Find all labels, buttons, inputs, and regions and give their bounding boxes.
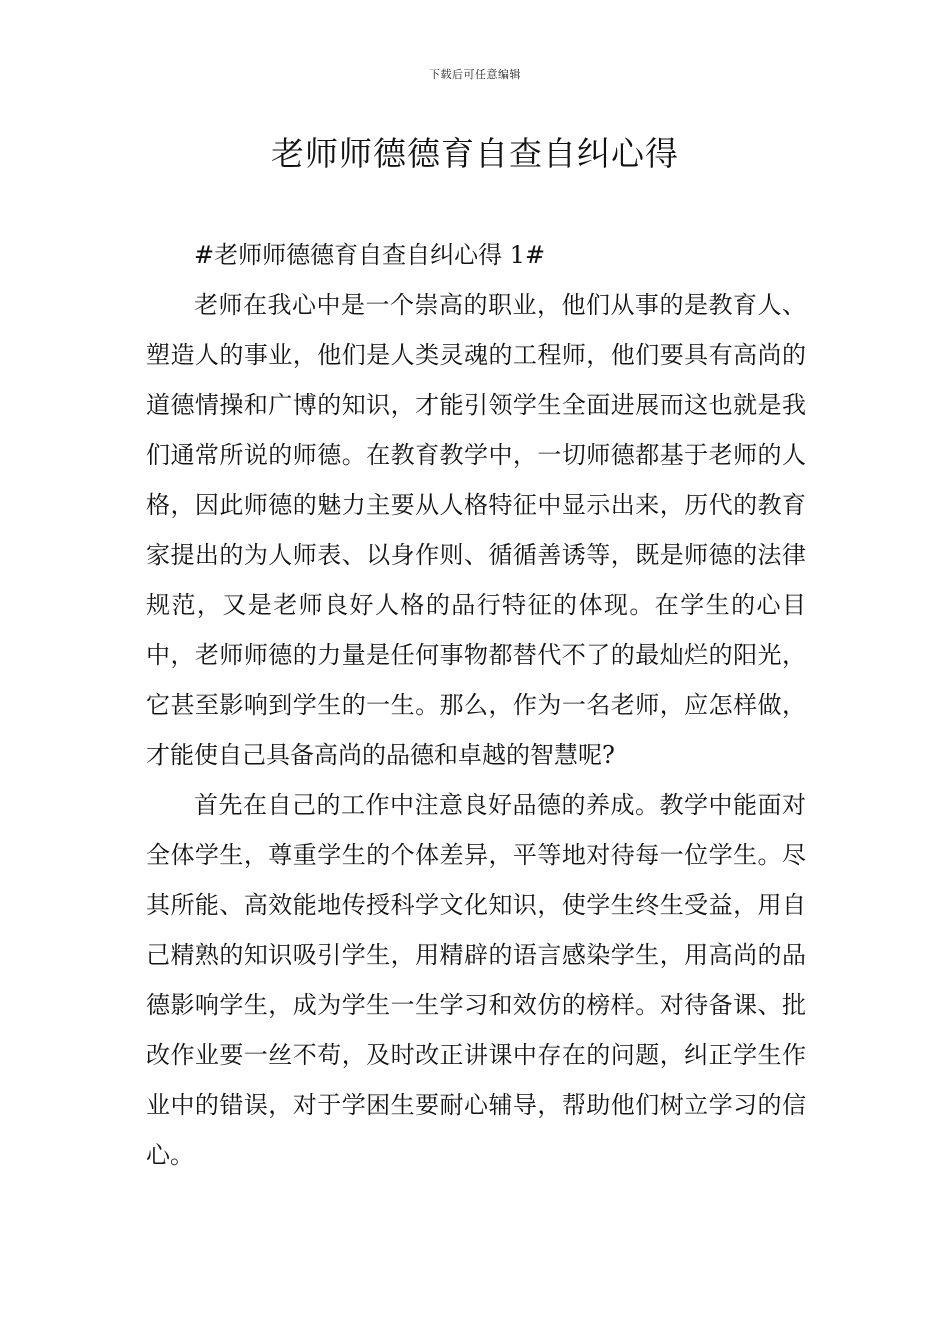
document-title: 老师师德德育自查自纠心得 <box>271 134 679 173</box>
header-note: 下载后可任意编辑 <box>429 68 521 81</box>
paragraph: 老师在我心中是一个崇高的职业，他们从事的是教育人、塑造人的事业，他们是人类灵魂的工程师，他们要具有高尚的道德情操和广博的知识，才能引领学生全面进展而这也就是我们通常所说的师德。在教育教学中，一切师德都基于老师的人格，因此师德的魅力主要从人格特征中显示出来，历代的教育家提出的为人师表、以身作则、循循善诱等，既是师德的法律规范，又是老师良好人格的品行特征的体现。在学生的心目中，老师师德的力量是任何事物都替代不了的最灿烂的阳光，它甚至影响到学生的一生。那么，作为一名老师，应怎样做，才能使自己具备高尚的品德和卓越的智慧呢? <box>146 291 806 769</box>
document-body <box>146 230 806 1180</box>
paragraph: 首先在自己的工作中注意良好品德的养成。教学中能面对全体学生，尊重学生的个体差异，平等地对待每一位学生。尽其所能、高效能地传授科学文化知识，使学生终生受益，用自己精熟的知识吸引学生，用精辟的语言感染学生，用高尚的品德影响学生，成为学生一生学习和效仿的榜样。对待备课、批改作业要一丝不苟，及时改正讲课中存在的问题，纠正学生作业中的错误，对于学困生要耐心辅导，帮助他们树立学习的信心。 <box>146 791 806 1169</box>
section-heading: #老师师德德育自查自纠心得 1# <box>194 241 546 269</box>
